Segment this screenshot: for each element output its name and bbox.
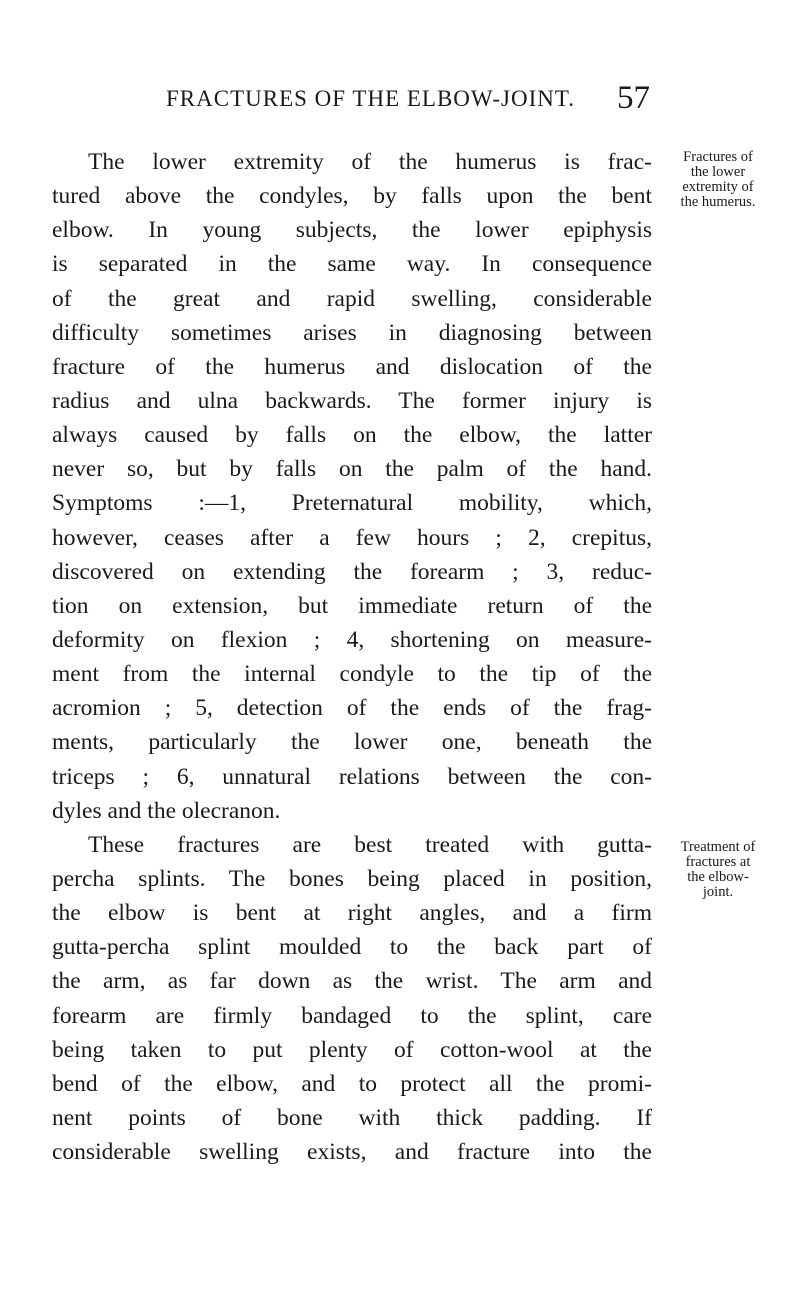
body-line: gutta-percha splint moulded to the back part of — [52, 934, 652, 961]
body-line: radius and ulna backwards. The former injury is — [52, 387, 652, 414]
body-text — [52, 145, 652, 1169]
body-line: is separated in the same way. In consequence — [52, 251, 652, 278]
page-number: 57 — [617, 80, 650, 116]
margin-note-treatment — [648, 840, 788, 900]
body-line: being taken to put plenty of cotton-wool at the — [52, 1036, 652, 1063]
body-line: tion on extension, but immediate return of the — [52, 592, 652, 619]
margin-note-line: joint. — [702, 884, 734, 900]
body-line: nent points of bone with thick padding. If — [52, 1104, 652, 1131]
body-line: triceps ; 6, unnatural relations between the con- — [52, 763, 652, 790]
body-line: percha splints. The bones being placed in position, — [52, 865, 652, 892]
margin-note-line: fractures at — [685, 854, 751, 870]
margin-note-line: Treatment of — [680, 839, 756, 855]
body-line: however, ceases after a few hours ; 2, crepitus, — [52, 524, 652, 551]
margin-note-line: Fractures of — [683, 149, 753, 165]
body-line: dyles and the olecranon. — [52, 797, 281, 824]
body-line: never so, but by falls on the palm of the hand. — [52, 456, 652, 483]
page-header — [0, 80, 800, 120]
body-line: bend of the elbow, and to protect all the promi- — [52, 1070, 652, 1097]
body-line: elbow. In young subjects, the lower epiphysis — [52, 217, 652, 244]
body-line: ments, particularly the lower one, beneath the — [52, 729, 652, 756]
margin-note-fractures-humerus — [648, 150, 788, 210]
running-title: FRACTURES OF THE ELBOW-JOINT. — [166, 86, 575, 111]
body-line: the elbow is bent at right angles, and a firm — [52, 900, 652, 927]
body-line: ment from the internal condyle to the tip of the — [52, 661, 652, 688]
body-line: Symptoms :—1, Preternatural mobility, which, — [52, 490, 652, 517]
body-line: considerable swelling exists, and fracture into the — [52, 1139, 652, 1166]
body-line: tured above the condyles, by falls upon the bent — [52, 183, 652, 210]
body-line: of the great and rapid swelling, considerable — [52, 285, 652, 312]
margin-note-line: the lower — [690, 164, 746, 180]
body-line: difficulty sometimes arises in diagnosing between — [52, 319, 652, 346]
body-line: fracture of the humerus and dislocation of the — [52, 353, 652, 380]
body-line: deformity on flexion ; 4, shortening on measure- — [52, 626, 652, 653]
body-line: the arm, as far down as the wrist. The arm and — [52, 968, 652, 995]
body-line: acromion ; 5, detection of the ends of the frag- — [52, 695, 652, 722]
margin-note-line: extremity of — [682, 179, 754, 195]
body-line: The lower extremity of the humerus is frac- — [88, 149, 652, 175]
body-line: discovered on extending the forearm ; 3, reduc- — [52, 558, 652, 585]
margin-note-line: the humerus. — [680, 194, 756, 210]
body-line: always caused by falls on the elbow, the latter — [52, 422, 652, 449]
body-line: These fractures are best treated with gutta- — [88, 831, 652, 858]
margin-note-line: the elbow- — [687, 869, 749, 885]
body-line: forearm are firmly bandaged to the splint, care — [52, 1002, 652, 1029]
